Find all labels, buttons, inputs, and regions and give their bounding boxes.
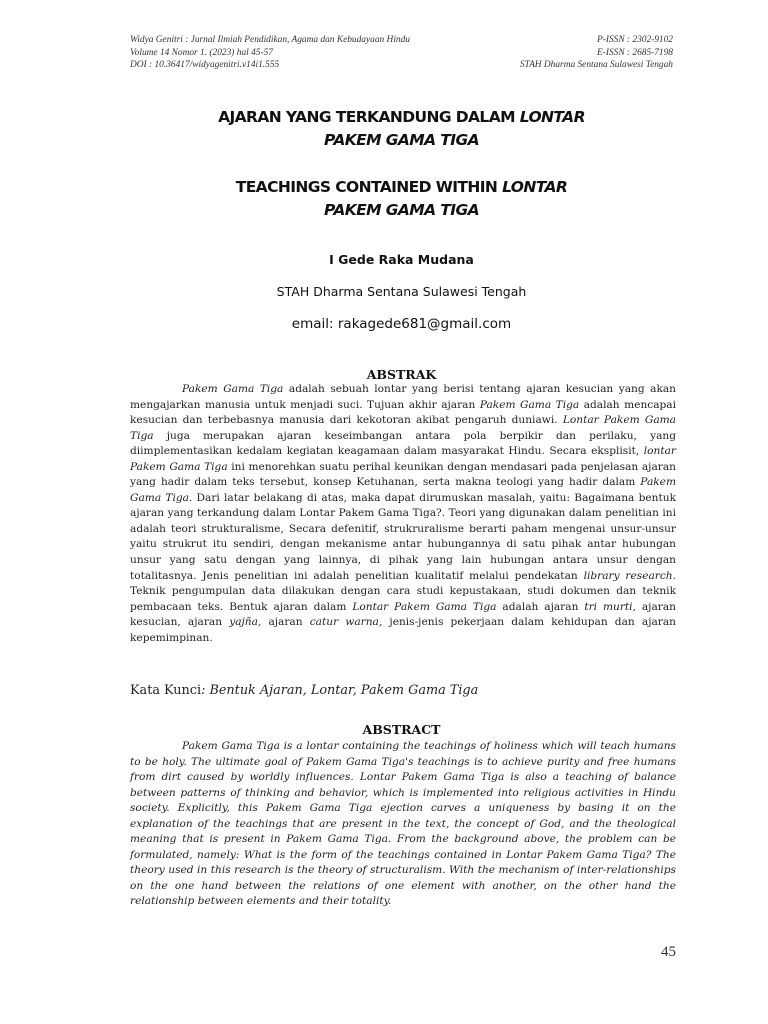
abstrak-segment: ajaran — [261, 616, 310, 629]
e-issn: E-ISSN : 2685-7198 — [596, 47, 673, 58]
title-en-line-2: PAKEM GAMA TIGA — [324, 201, 479, 219]
abstrak-segment: Teknik pengumpulan data dilakukan dengan cara studi kepustakaan, studi dokumen dan teknik pembacaan teks. Bentuk ajaran dalam — [130, 585, 676, 613]
header-row-2 — [130, 47, 673, 60]
abstrak-segment: Pakem Gama Tiga. — [130, 476, 676, 504]
title-indonesian — [130, 106, 673, 152]
abstrak-segment: library research. — [583, 569, 676, 582]
abstrak-segment: Lontar Pakem Gama Tiga — [130, 414, 676, 442]
abstrak-segment: catur warna, — [309, 616, 383, 629]
volume-info: Volume 14 Nomor 1. (2023) hal 45-57 — [130, 47, 273, 58]
abstract-text: Pakem Gama Tiga is a lontar containing the teachings of holiness which will teach humans to be holy. The ultimate goal of Pakem Gama Tiga's teachings is to achieve purity and free humans from dirt caused by worldly influences. Lontar Pakem Gama Tiga is also a teaching of balance between patterns of thinking and behavior, which is implemented into religious activities in Hindu society. Explicitly, this Pakem Gama Tiga ejection carves a uniqueness by basing it on the explanation of the teachings that are present in the text, the concept of God, and the theological meaning that is present in Pakem Gama Tiga. From the background above, the problem can be formulated, namely: What is the form of the teachings contained in Lontar Pakem Gama Tiga? The theory used in this research is the theory of structuralism. With the mechanism of inter-relationships on the one hand between the relations of one element with another, on the other hand the relationship between elements and their totality. — [130, 740, 676, 908]
author-affiliation: STAH Dharma Sentana Sulawesi Tengah — [276, 284, 527, 299]
abstrak-segment: ajaran kesucian, ajaran — [130, 600, 676, 629]
author-name: I Gede Raka Mudana — [329, 252, 474, 267]
running-header — [130, 34, 673, 72]
abstrak-segment: ini menorehkan suatu perihal keunikan dengan mendasari pada penjelasan ajaran yang hadir dalam teks tersebut, konsep Ketuhanan, serta makna teologi yang hadir dalam — [130, 460, 676, 489]
author-email: email: rakagede681@gmail.com — [291, 316, 512, 332]
keywords-values: Bentuk Ajaran, Lontar, Pakem Gama Tiga — [209, 683, 479, 698]
page-number: 45 — [661, 944, 676, 960]
header-row-3 — [130, 59, 673, 72]
abstrak-segment: tri murti, — [584, 600, 636, 613]
abstrak-heading: ABSTRAK — [366, 367, 437, 382]
title-english — [130, 176, 673, 222]
abstrak-segment: Pakem Gama Tiga — [182, 383, 284, 395]
abstrak-segment: adalah mencapai kesucian dan terbebasnya manusia dari kekotoran akibat pengaruh duniawi. — [130, 398, 676, 427]
abstrak-segment: Dari latar belakang di atas, maka dapat dirumuskan masalah, yaitu: Bagaimana bentuk ajaran yang terkandung dalam Lontar Pakem Gama Tiga?. Teori yang digunakan dalam penelitian ini adalah teori strukturalisme, Secara defenitif, strukruralisme berarti paham mengenai unsur-unsur yaitu strukrut itu sendiri, dengan mekanisme antar hubungannya di satu pihak antar hubungan unsur yang satu dengan yang lainnya, di pihak yang lain hubungan antara unsur dengan totalitasnya. Jenis penelitian ini adalah penelitian kualitatif melalui pendekatan — [130, 491, 676, 582]
keywords — [130, 683, 676, 698]
abstrak-segment: lontar Pakem Gama Tiga — [130, 445, 676, 473]
title-id-line-2: PAKEM GAMA TIGA — [324, 131, 479, 149]
doi: DOI : 10.36417/widyagenitri.v14i1.555 — [130, 60, 280, 71]
abstract-body — [130, 739, 676, 910]
abstrak-segment: jenis-jenis pekerjaan dalam kehidupan dan ajaran kepemimpinan. — [130, 616, 677, 644]
abstrak-segment: yajña, — [229, 616, 262, 629]
abstrak-body — [130, 382, 676, 646]
header-row-1 — [130, 34, 673, 47]
keywords-separator: : — [201, 683, 210, 698]
title-en-line-1: TEACHINGS CONTAINED WITHIN LONTAR — [235, 178, 568, 196]
abstrak-segment: Pakem Gama Tiga — [479, 398, 580, 411]
keywords-label: Kata Kunci — [130, 683, 202, 698]
header-institution: STAH Dharma Sentana Sulawesi Tengah — [519, 60, 673, 71]
abstrak-segment: adalah ajaran — [496, 600, 585, 613]
abstrak-segment: juga merupakan ajaran keseimbangan antara pola berpikir dan perilaku, yang diimplementasikan kedalam kegiatan keagamaan dalam masyarakat Hindu. Secara eksplisit, — [130, 429, 676, 458]
title-id-line-1: AJARAN YANG TERKANDUNG DALAM LONTAR — [218, 108, 585, 126]
abstrak-segment: Lontar Pakem Gama Tiga — [352, 600, 497, 613]
abstrak-segment: adalah sebuah lontar yang berisi tentang ajaran kesucian yang akan mengajarkan manusia untuk menjadi suci. Tujuan akhir ajaran — [130, 383, 676, 411]
journal-name: Widya Genitri : Jurnal Ilmiah Pendidikan, Agama dan Kebudayaan Hindu — [130, 35, 410, 45]
abstract-heading: ABSTRACT — [362, 722, 441, 737]
p-issn: P-ISSN : 2302-9102 — [596, 35, 673, 45]
